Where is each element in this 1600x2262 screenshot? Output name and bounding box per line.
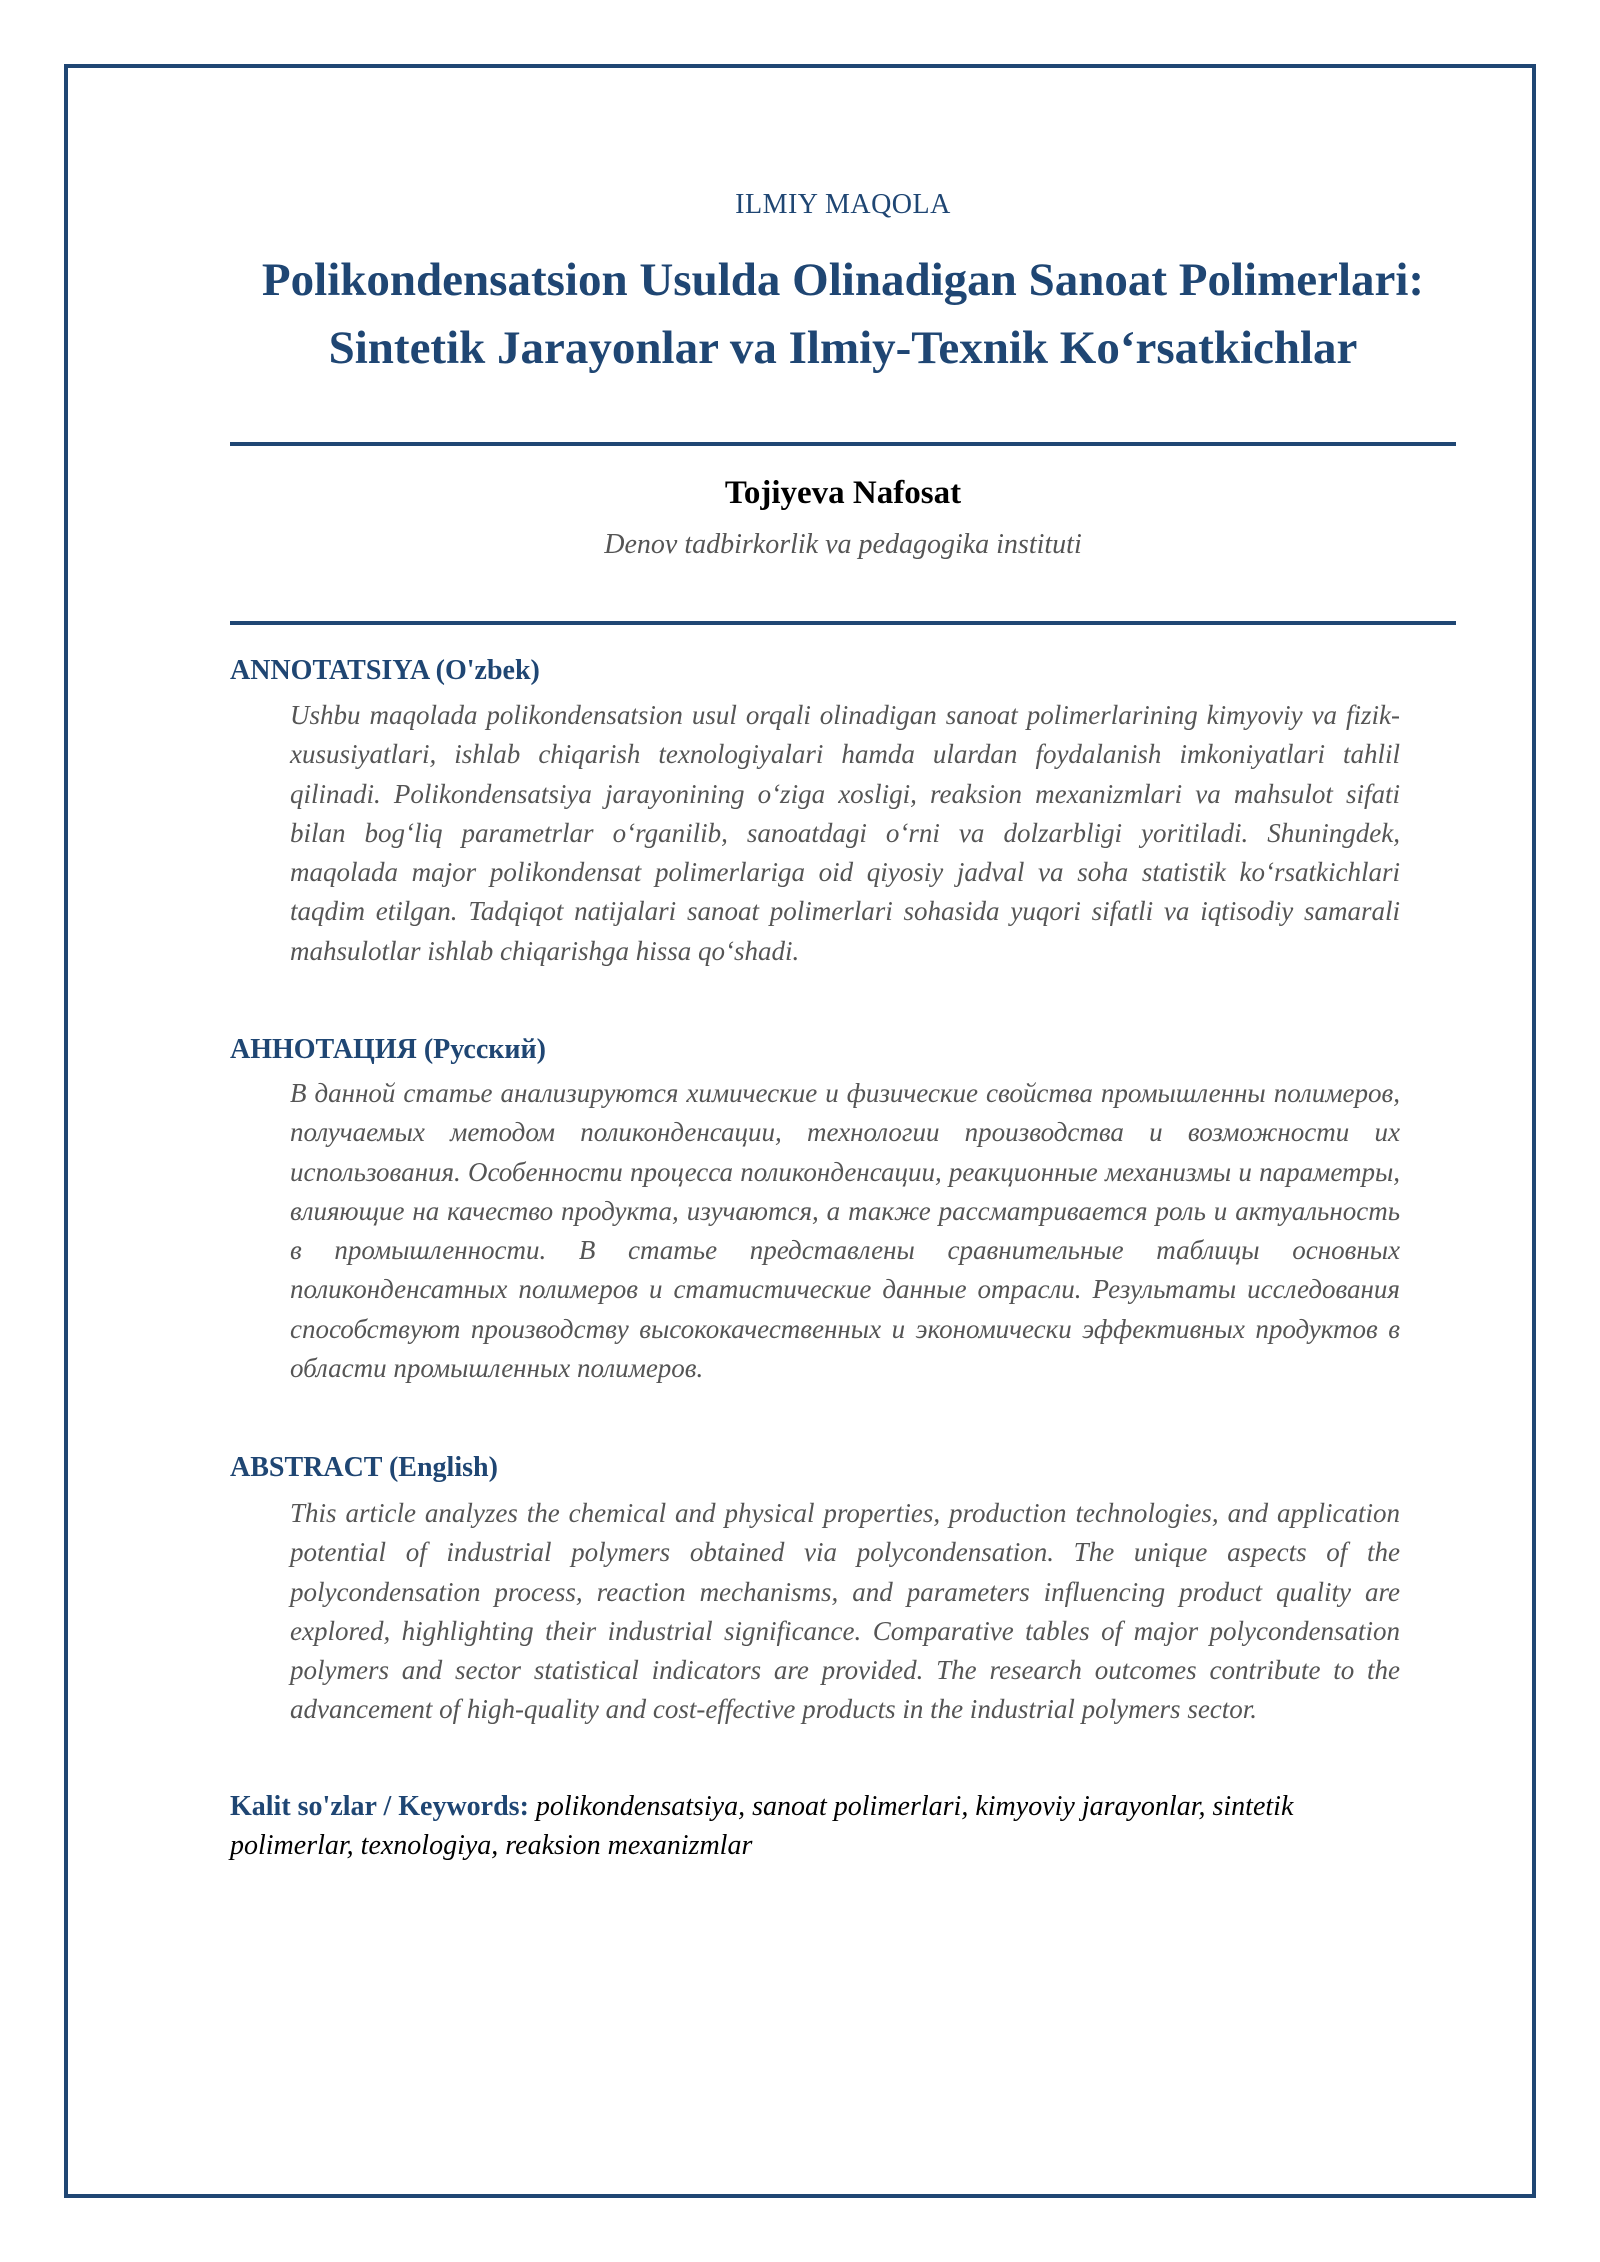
keywords-label: Kalit so'zlar / Keywords: [230,1791,529,1822]
keywords [230,1787,1400,1865]
divider-top [230,442,1456,446]
article-title: Polikondensatsion Usulda Olinadigan Sanoat Polimerlari: Sintetik Jarayonlar va Ilmiy-Texnik Ko‘rsatkichlar [261,254,1425,374]
abstract-heading-uzbek: ANNOTATSIYA (O'zbek) [230,655,540,686]
author-affiliation: Denov tadbirkorlik va pedagogika instituti [604,529,1082,560]
keywords-list: polikondensatsiya, sanoat polimerlari, kimyoviy jarayonlar, sintetik polimerlar, texnologiya, reaksion mexanizmlar [230,1791,1294,1861]
abstract-body-uzbek: Ushbu maqolada polikondensatsion usul orqali olinadigan sanoat polimerlarining kimyoviy va fizik-xususiyatlari, ishlab chiqarish texnologiyalari hamda ulardan foydalanish imkoniyatlari tahlil qilinadi. Polikondensatsiya jarayonining o‘ziga xosligi, reaksion mexanizmlari va mahsulot sifati bilan bog‘liq parametrlar o‘rganilib, sanoatdagi o‘rni va dolzarbligi yoritiladi. Shuningdek, maqolada major polikondensat polimerlariga oid qiyosiy jadval va soha statistik ko‘rsatkichlari taqdim etilgan. Tadqiqot natijalari sanoat polimerlari sohasida yuqori sifatli va iqtisodiy samarali mahsulotlar ishlab chiqarishga hissa qo‘shadi. [290,700,1400,966]
article-type-label: ILMIY MAQOLA [735,189,951,220]
author-name: Tojiyeva Nafosat [724,475,962,511]
abstract-body-english: This article analyzes the chemical and physical properties, production technologies, and application potential of industrial polymers obtained via polycondensation. The unique aspects of the polycondensation process, reaction mechanisms, and parameters influencing product quality are explored, highlighting their industrial significance. Comparative tables of major polycondensation polymers and sector statistical indicators are provided. The research outcomes contribute to the advancement of high-quality and cost-effective products in the industrial polymers sector. [290,1498,1400,1725]
abstract-heading-english: ABSTRACT (English) [230,1452,498,1483]
abstract-heading-russian: АННОТАЦИЯ (Русский) [230,1034,546,1065]
abstract-body-russian: В данной статье анализируются химические и физические свойства промышленны полимеров, получаемых методом поликонденсации, технологии производства и возможности их использования. Особенности процесса поликонденсации, реакционные механизмы и параметры, влияющие на качество продукта, изучаются, а также рассматривается роль и актуальность в промышленности. В статье представлены сравнительные таблицы основных поликонденсатных полимеров и статистические данные отрасли. Результаты исследования способствуют производству высококачественных и экономически эффективных продуктов в области промышленных полимеров. [290,1078,1400,1384]
divider-bottom [230,621,1456,625]
